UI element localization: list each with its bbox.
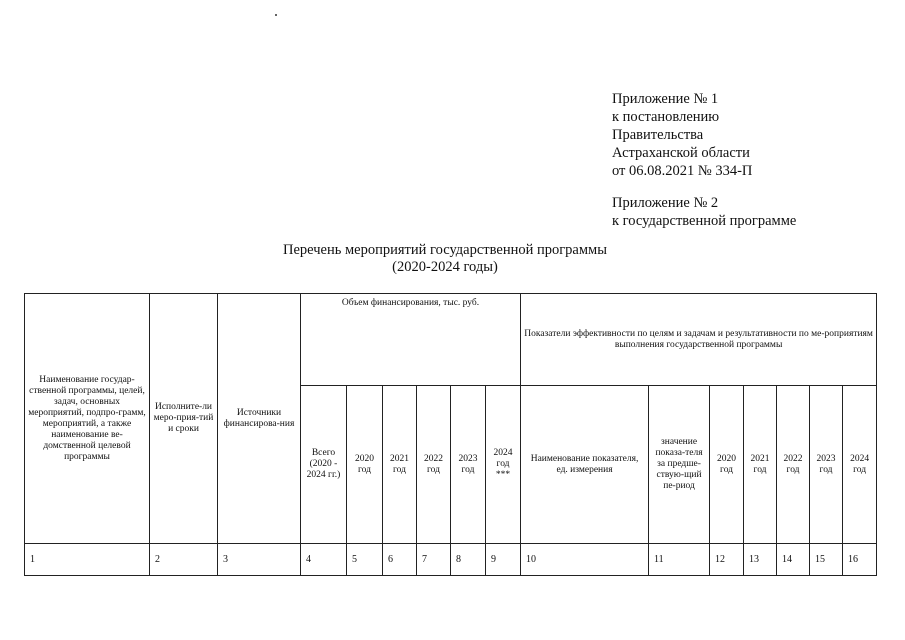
column-number: 12 (710, 544, 744, 576)
column-number: 14 (777, 544, 810, 576)
appendix-line: Астраханской области (612, 145, 750, 161)
appendix-line: Правительства (612, 127, 704, 143)
header-indicator-2021: 2021 год (744, 386, 777, 544)
title-line: Перечень мероприятий государственной программы (283, 242, 607, 258)
column-number: 7 (417, 544, 451, 576)
header-indicator-2024: 2024 год (843, 386, 877, 544)
column-number: 3 (218, 544, 301, 576)
header-year-2021: 2021 год (383, 386, 417, 544)
header-funding-volume: Объем финансирования, тыс. руб. (301, 294, 521, 386)
column-number: 8 (451, 544, 486, 576)
header-prev-value: значение показа-теля за предше-ствую-щий пе-риод (649, 386, 710, 544)
header-indicators: Показатели эффективности по целям и задачам и результативности по ме-роприятиям выполнения государственной программы (521, 294, 877, 386)
column-number: 10 (521, 544, 649, 576)
document-title (180, 242, 710, 276)
header-year-2020: 2020 год (347, 386, 383, 544)
column-number: 4 (301, 544, 347, 576)
column-number: 16 (843, 544, 877, 576)
header-indicator-name: Наименование показателя, ед. измерения (521, 386, 649, 544)
header-indicator-2022: 2022 год (777, 386, 810, 544)
column-number: 1 (25, 544, 150, 576)
column-number: 15 (810, 544, 843, 576)
header-year-2024: 2024 год *** (486, 386, 521, 544)
header-year-2023: 2023 год (451, 386, 486, 544)
column-number: 11 (649, 544, 710, 576)
scan-speck (275, 14, 277, 16)
column-number: 9 (486, 544, 521, 576)
appendix-line: к постановлению (612, 109, 720, 125)
header-total: Всего (2020 - 2024 гг.) (301, 386, 347, 544)
column-number: 13 (744, 544, 777, 576)
header-indicator-2023: 2023 год (810, 386, 843, 544)
appendix-line: Приложение № 2 (612, 195, 719, 211)
appendix-line: Приложение № 1 (612, 91, 719, 107)
column-number: 5 (347, 544, 383, 576)
header-executors: Исполните-ли меро-прия-тий и сроки (150, 294, 218, 544)
column-number: 2 (150, 544, 218, 576)
appendix-line: от 06.08.2021 № 334-П (612, 163, 753, 179)
appendix-block (612, 90, 796, 230)
title-line: (2020-2024 годы) (392, 259, 498, 275)
header-year-2022: 2022 год (417, 386, 451, 544)
measures-table (24, 293, 877, 576)
header-funding-sources: Источники финансирова-ния (218, 294, 301, 544)
header-program-name: Наименование государ-ственной программы, целей, задач, основных мероприятий, подпро-грамм, мероприятий, а также наименование ве-домственной целевой программы (25, 294, 150, 544)
column-number: 6 (383, 544, 417, 576)
appendix-line: к государственной программе (612, 213, 797, 229)
header-indicator-2020: 2020 год (710, 386, 744, 544)
